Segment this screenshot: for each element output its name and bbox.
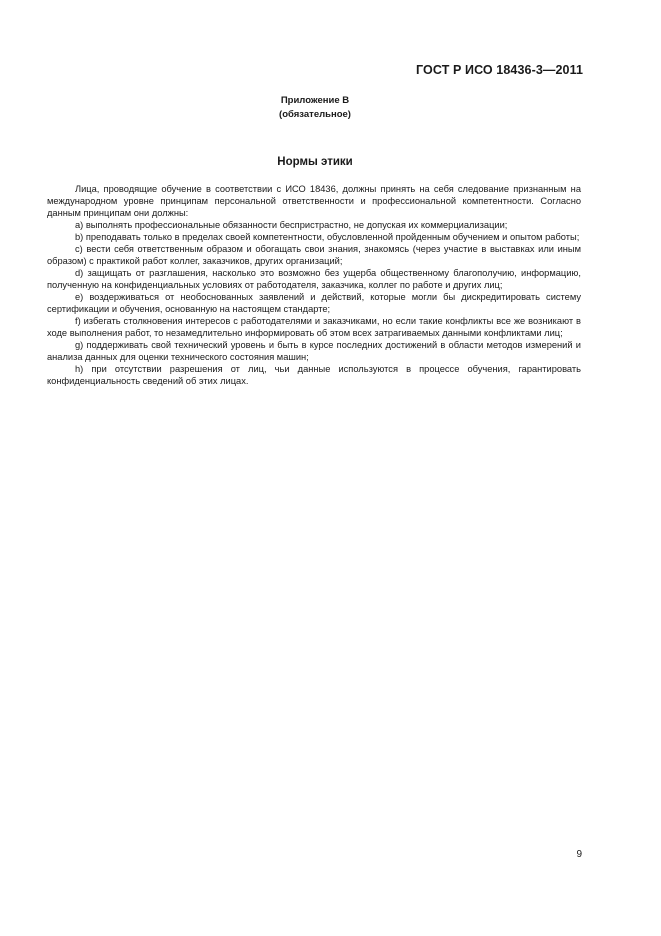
annex-title: Приложение В <box>280 95 350 106</box>
annex-heading <box>0 94 630 122</box>
page-number: 9 <box>576 849 582 860</box>
intro-paragraph: Лица, проводящие обучение в соответствии с ИСО 18436, должны принять на себя следование признанным на международном уровне принципам персональной ответственности и профессиональной компетентности. Согласно данным принципам они должны: <box>47 184 581 218</box>
list-item-c: c) вести себя ответственным образом и обогащать свои знания, знакомясь (через участие в выставках или иным образом) с практикой работ коллег, заказчиков, других организаций; <box>47 244 581 266</box>
list-item-f: f) избегать столкновения интересов с работодателями и заказчиками, но если такие конфликты все же возникают в ходе выполнения работ, то незамедлительно информировать об этом всех затрагиваемых данными конфликтами лиц; <box>47 316 581 338</box>
list-item-d: d) защищать от разглашения, насколько это возможно без ущерба общественному благополучию, информацию, полученную на конфиденциальных условиях от работодателя, заказчика, коллег по работе и других лиц; <box>47 268 581 290</box>
section-title: Нормы этики <box>277 156 353 168</box>
document-code: ГОСТ Р ИСО 18436-3—2011 <box>416 63 583 77</box>
list-item-g: g) поддерживать свой технический уровень и быть в курсе последних достижений в области методов измерений и анализа данных для оценки технического состояния машин; <box>47 340 581 362</box>
annex-status: (обязательное) <box>279 109 351 120</box>
list-item-e: e) воздерживаться от необоснованных заявлений и действий, которые могли бы дискредитировать систему сертификации и обучения, основанную на настоящем стандарте; <box>47 292 581 314</box>
list-item-a: a) выполнять профессиональные обязанности беспристрастно, не допуская их коммерциализации; <box>75 220 508 230</box>
list-item-b: b) преподавать только в пределах своей компетентности, обусловленной пройденным обучением и опытом работы; <box>75 232 580 242</box>
ethics-body <box>47 183 581 387</box>
list-item-h: h) при отсутствии разрешения от лиц, чьи данные используются в процессе обучения, гарантировать конфиденциальность сведений об этих лицах. <box>47 364 581 386</box>
